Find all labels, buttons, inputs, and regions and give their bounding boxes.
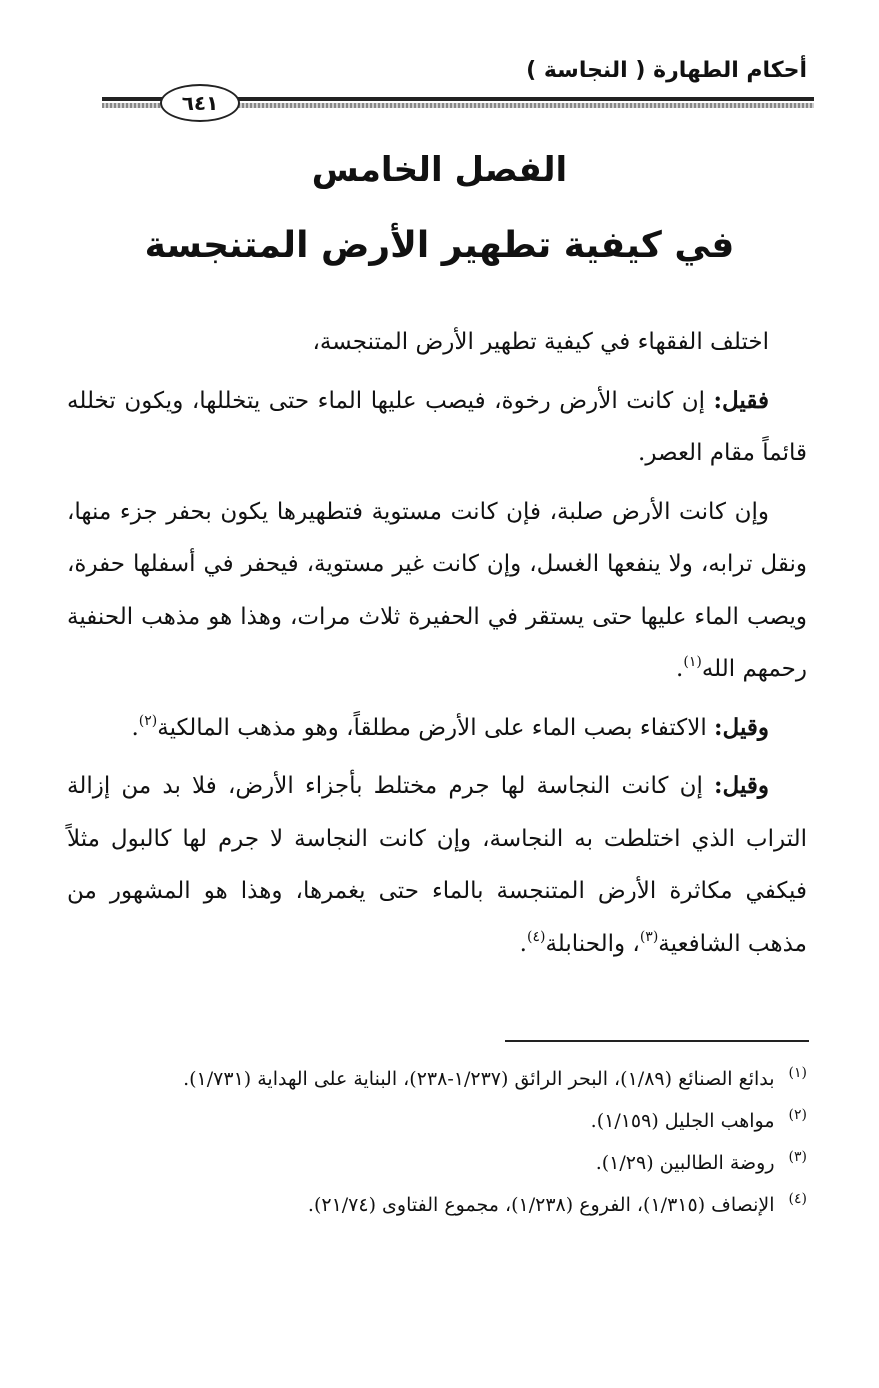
footnote-1 <box>67 1058 807 1100</box>
footnote-ref-3: (٣) <box>639 928 659 945</box>
footnote-separator <box>505 1040 809 1042</box>
footnote-3 <box>67 1142 807 1184</box>
paragraph-4 <box>67 702 807 755</box>
paragraph-1 <box>67 316 807 369</box>
footnote-4-text: الإنصاف (١/٣١٥)، الفروع (١/٢٣٨)، مجموع الفتاوى (٢١/٧٤). <box>307 1194 775 1216</box>
footnote-ref-2: (٢) <box>138 712 158 729</box>
paragraph-2-text: إن كانت الأرض رخوة، فيصب عليها الماء حتى يتخللها، ويكون تخلله قائماً مقام العصر. <box>67 387 807 466</box>
footnote-2-text: مواهب الجليل (١/١٥٩). <box>590 1110 775 1132</box>
paragraph-4-text: الاكتفاء بصب الماء على الأرض مطلقاً، وهو مذهب المالكية <box>157 714 715 741</box>
chapter-subtitle: في كيفية تطهير الأرض المتنجسة <box>144 225 735 266</box>
paragraph-5-mid: ، والحنابلة <box>545 930 640 957</box>
footnote-2 <box>67 1100 807 1142</box>
footnote-ref-4: (٤) <box>526 928 546 945</box>
paragraph-1-text: اختلف الفقهاء في كيفية تطهير الأرض المتنجسة، <box>312 329 769 355</box>
footnote-3-text: روضة الطالبين (١/٢٩). <box>595 1152 775 1174</box>
footnote-2-number: (٢) <box>788 1107 807 1123</box>
paragraph-4-lead: وقيل: <box>714 713 769 741</box>
paragraph-5-text: إن كانت النجاسة لها جرم مختلط بأجزاء الأرض، فلا بد من إزالة التراب الذي اختلطت به النجاسة، وإن كانت النجاسة لا جرم لها كالبول مثلاً فيكفي مكاثرة الأرض المتنجسة بالماء حتى يغمرها، وهذا هو المشهور من مذهب الشافعية <box>67 773 807 957</box>
page-number: ٦٤١ <box>181 91 219 115</box>
footnote-ref-1: (١) <box>683 654 702 670</box>
paragraph-5 <box>67 760 807 970</box>
paragraph-3-end: . <box>676 656 684 682</box>
paragraph-5-end: . <box>519 930 527 957</box>
paragraph-4-end: . <box>131 714 139 741</box>
running-header-title: أحكام الطهارة ( النجاسة ) <box>526 58 807 83</box>
footnote-1-number: (١) <box>788 1065 807 1081</box>
footnote-1-text: بدائع الصنائع (١/٨٩)، البحر الرائق (١/٢٣٧-٢٣٨)، البناية على الهداية (١/٧٣١). <box>183 1068 775 1090</box>
footnotes <box>67 1058 807 1226</box>
chapter-title: الفصل الخامس <box>311 150 568 190</box>
footnote-4 <box>67 1184 807 1226</box>
page-number-badge <box>160 84 240 122</box>
footnote-4-number: (٤) <box>788 1191 807 1207</box>
body-text <box>67 316 807 970</box>
paragraph-2-lead: فقيل: <box>713 386 769 414</box>
footnote-3-number: (٣) <box>788 1149 807 1165</box>
paragraph-2 <box>67 375 807 480</box>
paragraph-5-lead: وقيل: <box>714 772 769 799</box>
paragraph-3 <box>67 486 807 696</box>
paragraph-3-text: وإن كانت الأرض صلبة، فإن كانت مستوية فتطهيرها يكون بحفر جزء منها، ونقل ترابه، ولا ينفعها الغسل، وإن كانت غير مستوية، فيحفر في أسفلها حفرة، ويصب الماء عليها حتى يستقر في الحفيرة ثلاث مرات، وهذا هو مذهب الحنفية رحمهم الله <box>67 498 807 682</box>
